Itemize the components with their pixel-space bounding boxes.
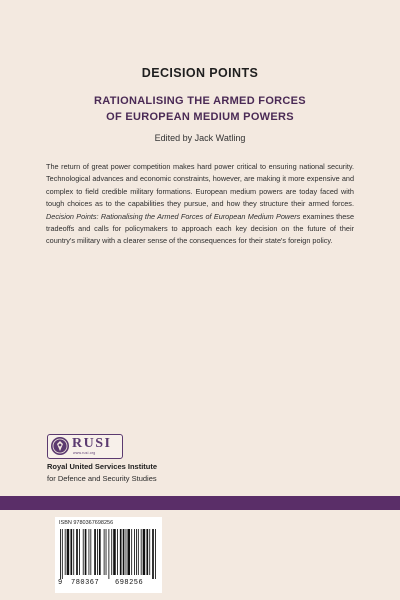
barcode-digits-group2: 698256 xyxy=(115,579,144,587)
publisher-subname: for Defence and Security Studies xyxy=(47,474,157,483)
isbn-label: ISBN 9780367698256 xyxy=(59,520,114,526)
barcode-bar xyxy=(108,529,109,579)
book-title: DECISION POINTS xyxy=(141,66,259,80)
barcode-bar xyxy=(138,529,139,575)
logo-wordmark: RUSI xyxy=(72,436,112,451)
barcode-bar xyxy=(85,529,87,575)
barcode-bar xyxy=(127,529,130,575)
barcode-bar xyxy=(113,529,116,575)
barcode-bar xyxy=(152,529,154,579)
barcode-bar xyxy=(117,529,118,575)
rusi-logo xyxy=(47,434,123,459)
barcode-bar xyxy=(141,529,142,575)
book-subtitle xyxy=(0,93,400,125)
barcode-bar xyxy=(123,529,125,575)
barcode-bar xyxy=(67,529,70,575)
barcode-bar xyxy=(94,529,96,575)
barcode-bar xyxy=(104,529,105,575)
barcode-bar xyxy=(131,529,132,575)
barcode-bar xyxy=(111,529,112,575)
barcode-digits-group1: 780367 xyxy=(71,579,100,587)
logo-url: www.rusi.org xyxy=(73,451,96,455)
blurb-paragraph xyxy=(46,161,354,248)
barcode-bar xyxy=(70,529,72,575)
barcode-bar xyxy=(120,529,122,575)
barcode-bar xyxy=(143,529,146,575)
barcode-panel xyxy=(55,517,162,593)
barcode-bar xyxy=(73,529,74,575)
editor-credit: Edited by Jack Watling xyxy=(154,133,246,143)
barcode-bar xyxy=(79,529,80,575)
blurb-text-1: The return of great power competition makes hard power critical to ensuring national security. Technological advances and economic constraints, however, are making it more expensive and complex to field credible military formations. European medium powers are today faced with tough choices as to the capabilities they pursue, and how they structure their armed forces. xyxy=(46,162,354,209)
barcode-icon xyxy=(60,529,157,579)
barcode-bar xyxy=(60,529,61,579)
barcode-bar xyxy=(126,529,127,575)
barcode-digit-first: 9 xyxy=(58,579,63,587)
crest-icon xyxy=(51,437,69,455)
purple-band xyxy=(0,496,400,510)
barcode-bar xyxy=(134,529,135,575)
barcode-bar xyxy=(65,529,66,575)
barcode-bar xyxy=(76,529,78,575)
barcode-bar xyxy=(106,529,107,575)
barcode-bar xyxy=(62,529,63,579)
blurb-italic-title: Decision Points: Rationalising the Armed Forces of European Medium Powers xyxy=(46,211,301,221)
barcode-bar xyxy=(149,529,150,575)
barcode-bar xyxy=(99,529,101,575)
subtitle-line-2: OF EUROPEAN MEDIUM POWERS xyxy=(106,111,294,123)
barcode-bar xyxy=(146,529,148,575)
subtitle-line-1: RATIONALISING THE ARMED FORCES xyxy=(94,95,306,107)
publisher-name: Royal United Services Institute xyxy=(47,462,158,471)
barcode-bar xyxy=(155,529,156,579)
barcode-bar xyxy=(90,529,91,575)
barcode-bar xyxy=(136,529,137,575)
barcode-bar xyxy=(89,529,90,575)
barcode-bar xyxy=(83,529,84,575)
blurb-text-2: examines these tradeoffs and calls for policymakers to approach each key decision on the future of their country's military with a clearer sense of the consequences for their state's foreign policy. xyxy=(46,211,354,246)
barcode-bar xyxy=(97,529,98,575)
